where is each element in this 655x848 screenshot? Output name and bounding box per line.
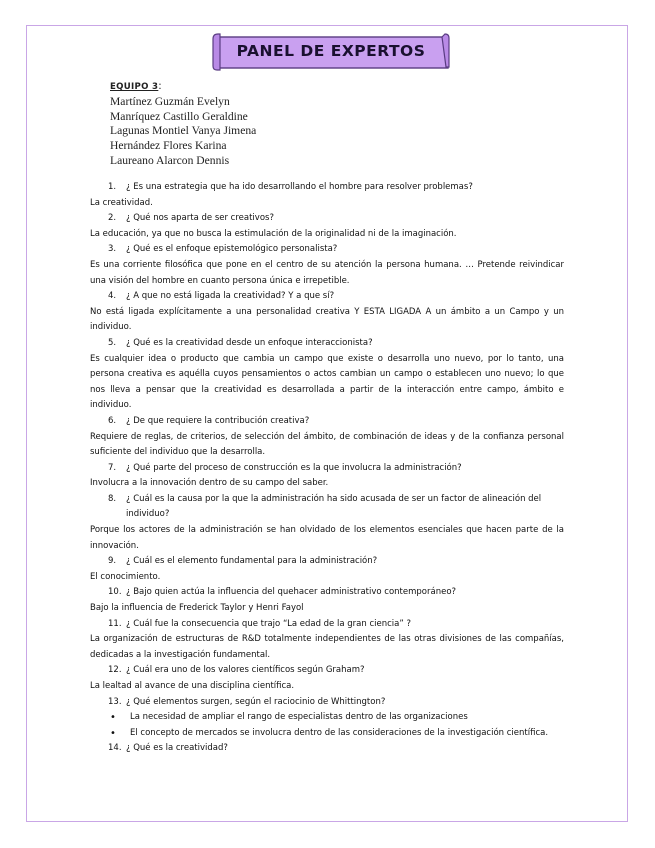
question-number: 9. [108,556,117,567]
question-text: ¿ Qué parte del proceso de construcción es la que involucra la administración? [126,462,462,473]
team-member: Hernández Flores Karina [110,139,227,153]
answer: La creatividad. [90,197,153,208]
question-text: ¿ Bajo quien actúa la influencia del quehacer administrativo contemporáneo? [126,587,457,598]
answer: El conocimiento. [90,571,161,582]
question [108,554,564,570]
question-number: 6. [108,415,117,426]
answer: No está ligada explícitamente a una personalidad creativa Y ESTA LIGADA A un ámbito a un Campo y un individuo. [90,306,564,333]
question-number: 4. [108,291,117,302]
team-member: Laureano Alarcon Dennis [110,153,230,167]
team-label: EQUIPO 3 [110,82,159,92]
question-number: 2. [108,213,117,224]
question [108,336,564,352]
question-number: 7. [108,462,117,473]
question [108,242,564,258]
team-member: Lagunas Montiel Vanya Jimena [110,124,257,138]
question-number: 14. [108,743,122,754]
question-text: ¿ A que no está ligada la creatividad? Y a que sí? [126,291,335,302]
question [108,461,564,477]
team-block [110,79,256,169]
question [108,585,564,601]
answer: Es una corriente filosófica que pone en el centro de su atención la persona humana. … Pretende reivindicar una visión del hombre en cuanto persona única e irrepetible. [90,259,564,286]
question-text: ¿ Qué es el enfoque epistemológico personalista? [126,244,338,255]
question-number: 1. [108,182,117,192]
question-number: 8. [108,493,117,504]
answer: La educación, ya que no busca la estimulación de la originalidad ni de la imaginación. [90,228,457,239]
bullet-item: • El concepto de mercados se involucra dentro de las consideraciones de la investigación científica. [90,726,564,742]
question-number: 10. [108,587,122,598]
question [108,695,564,711]
question-text: ¿ Qué elementos surgen, según el raciocinio de Whittington? [126,696,386,707]
question-text: ¿ Qué es la creatividad? [126,743,228,754]
bullet-item: • La necesidad de ampliar el rango de especialistas dentro de las organizaciones [90,710,564,726]
question-text: ¿ De que requiere la contribución creativa? [126,415,310,426]
question-number: 12. [108,665,122,676]
question-number: 5. [108,337,117,348]
question [108,617,564,633]
team-label-colon: : [158,79,162,92]
question-text: ¿ Cuál fue la consecuencia que trajo “La edad de la gran ciencia” ? [126,618,411,629]
question-number: 11. [108,618,122,629]
bullet-list [90,710,564,741]
title-banner [212,33,450,71]
question-text: ¿ Cuál es el elemento fundamental para la administración? [126,556,378,567]
question-number: 13. [108,696,122,707]
question-number: 3. [108,244,117,255]
question [108,492,564,523]
answer: Bajo la influencia de Frederick Taylor y Henri Fayol [90,603,304,614]
team-member: Manríquez Castillo Geraldine [110,109,248,123]
question-text: ¿ Cuál era uno de los valores científicos según Graham? [126,665,365,676]
question-text: ¿ Qué es la creatividad desde un enfoque interaccionista? [126,337,373,348]
answer: La lealtad al avance de una disciplina científica. [90,681,295,691]
answer: Porque los actores de la administración se han olvidado de los elementos esenciales que hacen parte de la innovación. [90,525,564,551]
answer: Requiere de reglas, de criterios, de selección del ámbito, de combinación de ideas y de la confianza personal suficiente del individuo que la desarrolla. [90,431,564,458]
question [108,741,564,757]
question [108,289,564,305]
question-text: ¿ Qué nos aparta de ser creativos? [126,213,274,224]
question [108,180,564,196]
question [108,414,564,430]
question-text: ¿ Cuál es la causa por la que la administración ha sido acusada de ser un factor de alineación del individuo? [126,493,542,520]
page-title: PANEL DE EXPERTOS [236,42,426,60]
questions-list [90,180,564,757]
answer: La organización de estructuras de R&D totalmente independientes de las otras divisiones de las compañías, dedicadas a la investigación fundamental. [90,634,564,660]
question [108,663,564,679]
answer: Es cualquier idea o producto que cambia un campo que existe o desarrolla uno nuevo, por lo tanto, una persona creativa es aquélla cuyos pensamientos o actos cambian un campo o establecen uno nuevo; lo que nos lleva a pensar que la creatividad es desarrollada a partir de la interacción entre campo, ámbito e individuo. [90,353,564,411]
question [108,211,564,227]
question-text: ¿ Es una estrategia que ha ido desarrollando el hombre para resolver problemas? [126,182,473,192]
team-member: Martínez Guzmán Evelyn [110,94,230,108]
answer: Involucra a la innovación dentro de su campo del saber. [90,478,329,489]
